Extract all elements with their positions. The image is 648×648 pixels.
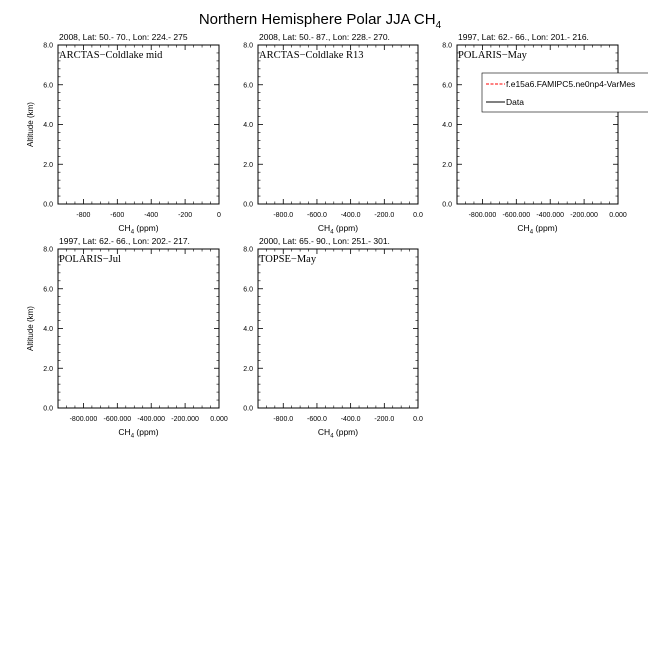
y-tick-label: 8.0: [243, 42, 253, 50]
panel-header: 2000, Lat: 65.- 90., Lon: 251.- 301.: [259, 236, 390, 246]
y-tick-label: 0.0: [43, 201, 53, 209]
x-tick-label: -400.000: [536, 212, 565, 219]
y-tick-label: 6.0: [43, 286, 53, 294]
y-tick-label: 4.0: [442, 122, 452, 129]
x-tick-label: -400.000: [137, 416, 166, 423]
x-tick-label: -600.0: [307, 212, 327, 219]
x-axis-title-text: CH: [118, 427, 131, 437]
panels: [26, 32, 648, 440]
x-tick-label: 0: [217, 212, 221, 219]
panel-4: [26, 236, 228, 440]
y-tick-label: 6.0: [43, 82, 53, 90]
x-tick-label: -600.000: [502, 212, 531, 219]
panel-2: [243, 32, 423, 236]
x-tick-label: -800.0: [273, 212, 294, 219]
x-tick-label: 0.000: [609, 212, 627, 219]
figure-title-subscript: 4: [435, 20, 442, 31]
x-axis-title-subscript: 4: [330, 229, 334, 236]
x-axis-title-text: CH: [517, 223, 530, 233]
x-axis-title-unit: (ppm): [333, 427, 359, 437]
x-tick-label: -200.000: [570, 212, 598, 219]
y-tick-label: 4.0: [243, 326, 253, 333]
x-axis-title-text: CH: [317, 427, 331, 437]
x-tick-label: -800.000: [468, 212, 497, 219]
plot-frame: [457, 45, 618, 204]
x-axis-title-subscript: 4: [529, 229, 534, 236]
y-tick-label: 2.0: [243, 161, 253, 169]
x-axis-title-subscript: 4: [330, 433, 334, 440]
x-tick-label: -800: [76, 212, 91, 219]
x-tick-label: -800.000: [69, 416, 98, 423]
x-axis-title-subscript: 4: [130, 433, 135, 440]
x-axis-title-unit: (ppm): [134, 223, 159, 233]
campaign-label: TOPSE−May: [259, 254, 317, 265]
y-tick-label: 8.0: [442, 42, 452, 50]
figure-title: [199, 11, 442, 31]
panel-header: 1997, Lat: 62.- 66., Lon: 202.- 217.: [59, 236, 190, 246]
y-tick-label: 6.0: [243, 286, 253, 294]
panel-5: [243, 236, 423, 440]
y-tick-label: 2.0: [243, 365, 253, 373]
x-axis-title: [517, 223, 557, 236]
plot-frame: [258, 45, 418, 204]
plot-frame: [258, 249, 418, 408]
y-tick-label: 2.0: [43, 365, 53, 373]
x-axis-title: [118, 427, 158, 440]
y-tick-label: 0.0: [243, 405, 253, 413]
legend-label-1: f.e15a6.FAMIPC5.ne0np4-VarMes: [506, 79, 636, 89]
y-tick-label: 6.0: [243, 82, 253, 90]
x-tick-label: -200: [178, 212, 193, 219]
x-tick-label: -400.0: [340, 212, 361, 219]
y-tick-label: 0.0: [43, 405, 53, 413]
panel-1: [26, 32, 221, 236]
y-tick-label: 0.0: [442, 201, 452, 209]
campaign-label: ARCTAS−Coldlake R13: [259, 50, 364, 61]
x-tick-label: 0.000: [210, 416, 228, 423]
x-axis-title-subscript: 4: [130, 229, 135, 236]
y-tick-label: 4.0: [43, 122, 53, 129]
x-axis-title-unit: (ppm): [333, 223, 359, 233]
x-tick-label: -600: [110, 212, 125, 219]
x-tick-label: -600.0: [307, 416, 327, 423]
y-axis-title: Altitude (km): [26, 306, 35, 351]
x-tick-label: 0.0: [413, 416, 423, 423]
x-axis-title: [318, 427, 358, 440]
y-tick-label: 8.0: [243, 246, 253, 254]
panel-3: [442, 32, 648, 236]
plot-frame: [58, 45, 219, 204]
y-tick-label: 0.0: [243, 201, 253, 209]
x-tick-label: 0.0: [413, 212, 423, 219]
x-tick-label: -200.0: [374, 416, 395, 423]
x-tick-label: -600.000: [103, 416, 132, 423]
legend-label-2: Data: [506, 97, 524, 107]
panel-header: 2008, Lat: 50.- 70., Lon: 224.- 275: [59, 32, 188, 42]
x-axis-title: [318, 223, 358, 236]
campaign-label: ARCTAS−Coldlake mid: [59, 50, 163, 61]
panel-header: 1997, Lat: 62.- 66., Lon: 201.- 216.: [458, 32, 589, 42]
x-axis-title: [118, 223, 158, 236]
figure-title-text: Northern Hemisphere Polar JJA CH: [198, 11, 436, 28]
x-tick-label: -200.000: [171, 416, 199, 423]
x-tick-label: -200.0: [374, 212, 395, 219]
y-tick-label: 4.0: [43, 326, 53, 333]
x-tick-label: -400: [144, 212, 159, 219]
y-tick-label: 4.0: [243, 122, 253, 129]
y-tick-label: 2.0: [442, 161, 452, 169]
y-tick-label: 2.0: [43, 161, 53, 169]
campaign-label: POLARIS−May: [458, 50, 527, 61]
panel-header: 2008, Lat: 50.- 87., Lon: 228.- 270.: [259, 32, 390, 42]
legend: [482, 73, 648, 112]
x-tick-label: -400.0: [340, 416, 361, 423]
x-axis-title-text: CH: [317, 223, 331, 233]
plot-frame: [58, 249, 219, 408]
x-axis-title-text: CH: [118, 223, 131, 233]
y-tick-label: 8.0: [43, 246, 53, 254]
x-axis-title-unit: (ppm): [134, 427, 159, 437]
y-tick-label: 6.0: [442, 82, 452, 90]
campaign-label: POLARIS−Jul: [59, 254, 121, 265]
x-tick-label: -800.0: [273, 416, 294, 423]
y-tick-label: 8.0: [43, 42, 53, 50]
x-axis-title-unit: (ppm): [533, 223, 558, 233]
y-axis-title: Altitude (km): [26, 102, 35, 147]
